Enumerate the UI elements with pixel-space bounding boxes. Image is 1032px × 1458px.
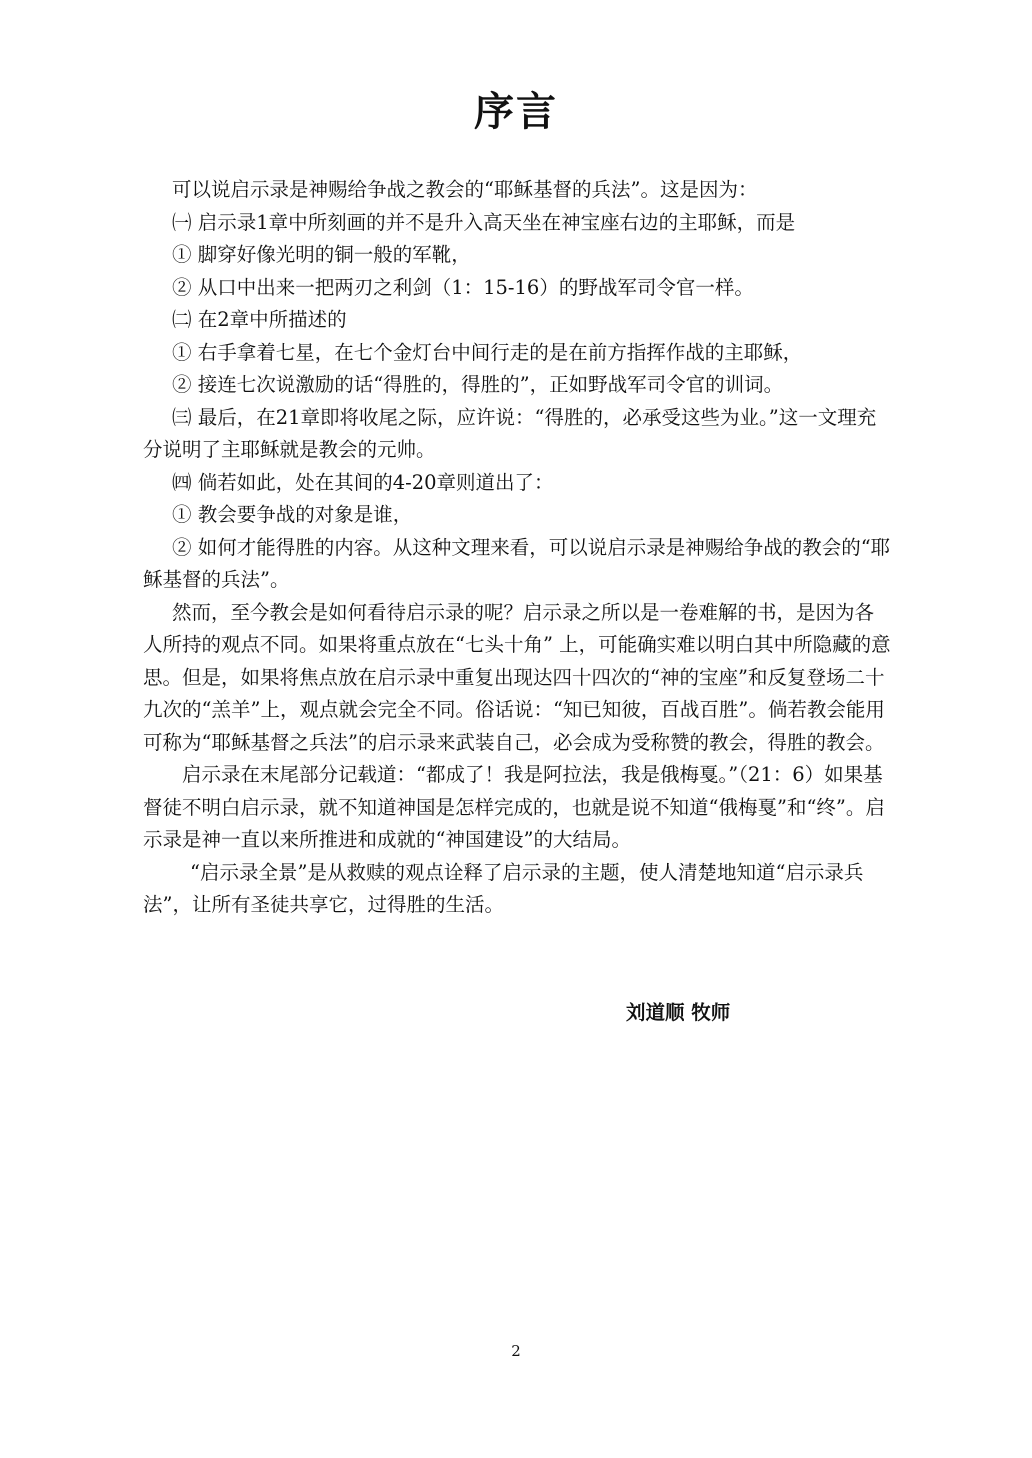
paragraph: 启示录在末尾部分记载道：“都成了！我是阿拉法，我是俄梅戛。”（21：6）如果基督徒不明白启示录，就不知道神国是怎样完成的，也就是说不知道“俄梅戛”和“终”。启示录是神一直以来所推进和成就的“神国建设”的大结局。 <box>143 763 885 851</box>
paragraph: “启示录全景”是从救赎的观点诠释了启示录的主题，使人清楚地知道“启示录兵法”，让所有圣徒共享它，过得胜的生活。 <box>143 860 864 916</box>
paragraph: ② 从口中出来一把两刃之利剑（1：15-16）的野战军司令官一样。 <box>172 275 754 299</box>
paragraph: ② 接连七次说激励的话“得胜的，得胜的”，正如野战军司令官的训词。 <box>172 373 784 396</box>
paragraph: ① 脚穿好像光明的铜一般的军靴， <box>172 243 471 266</box>
paragraph: ㈠ 启示录1章中所刻画的并不是升入高天坐在神宝座右边的主耶稣，而是 <box>172 210 796 234</box>
paragraph: ㈡ 在2章中所描述的 <box>172 308 347 331</box>
paragraph: ㈣ 倘若如此，处在其间的4-20章则道出了： <box>172 470 554 494</box>
paragraph: 可以说启示录是神赐给争战之教会的“耶稣基督的兵法”。这是因为： <box>172 178 758 201</box>
preface-body <box>143 174 893 922</box>
paragraph: 然而，至今教会是如何看待启示录的呢？启示录之所以是一卷难解的书，是因为各人所持的观点不同。如果将重点放在“七头十角” 上，可能确实难以明白其中所隐藏的意思。但是，如果将焦点放在启示录中重复出现达四十四次的“神的宝座”和反复登场二十九次的“羔羊”上，观点就会完全不同。俗话说：“知已知彼，百战百胜”。倘若教会能用可称为“耶稣基督之兵法”的启示录来武装自己，必会成为受称赞的教会，得胜的教会。 <box>143 600 891 754</box>
paragraph: ② 如何才能得胜的内容。从这种文理来看，可以说启示录是神赐给争战的教会的“耶稣基督的兵法”。 <box>143 535 891 591</box>
paragraph: ㈢ 最后，在21章即将收尾之际，应许说：“得胜的，必承受这些为业。”这一文理充分说明了主耶稣就是教会的元帅。 <box>143 405 877 461</box>
paragraph: ① 教会要争战的对象是谁， <box>172 503 413 526</box>
author-signature: 刘道顺 牧师 <box>626 1001 731 1024</box>
page-title: 序言 <box>474 89 558 135</box>
page-number: 2 <box>511 1342 521 1360</box>
paragraph: ① 右手拿着七星，在七个金灯台中间行走的是在前方指挥作战的主耶稣， <box>172 340 803 364</box>
